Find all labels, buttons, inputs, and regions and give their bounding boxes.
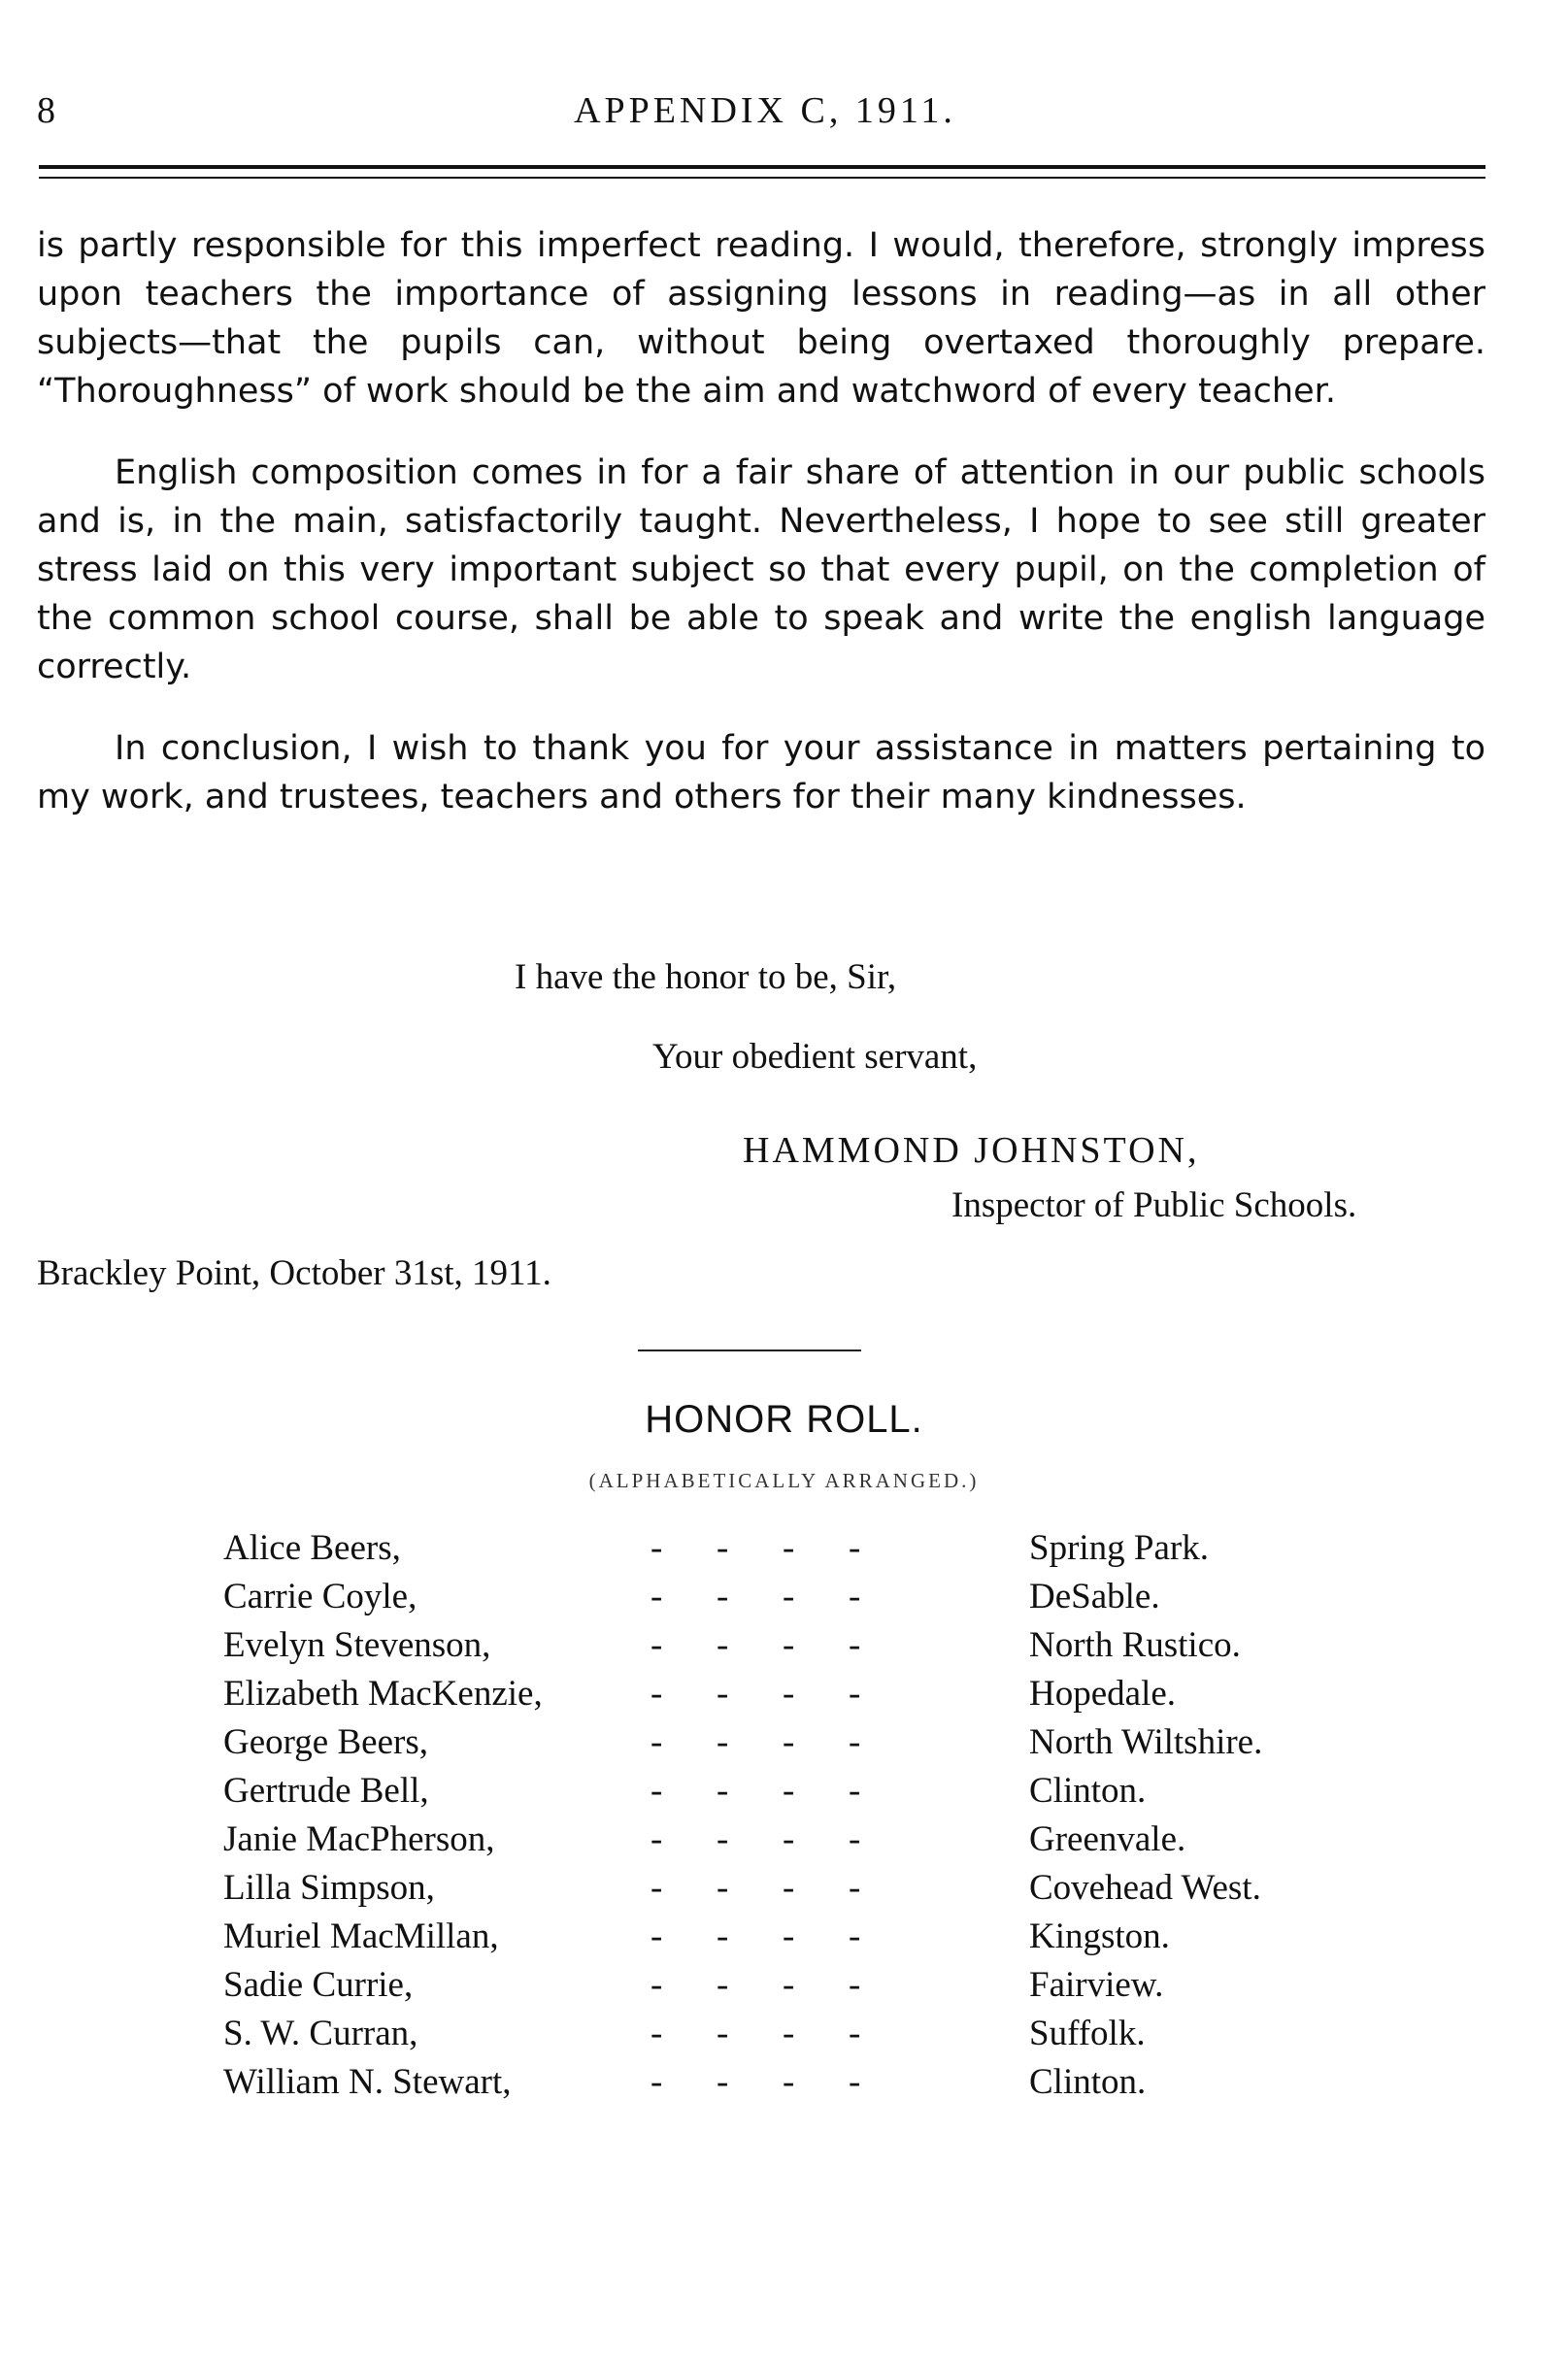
honor-roll-name: S. W. Curran, [223, 2014, 418, 2053]
leader-dash: - [783, 1916, 795, 1956]
leader-dash: - [783, 1965, 795, 2005]
header-rule-thin [39, 177, 1485, 179]
honor-roll-leader-dashes [651, 1767, 961, 1816]
honor-roll-list [223, 1524, 1388, 2107]
honor-roll-subtitle: (ALPHABETICALLY ARRANGED.) [588, 1469, 980, 1492]
honor-roll-place: DeSable. [1029, 1577, 1160, 1616]
signature-name: HAMMOND JOHNSTON, [743, 1130, 1200, 1171]
page-number: 8 [37, 90, 55, 131]
leader-dash: - [717, 1771, 729, 1811]
paragraph: In conclusion, I wish to thank you for your assistance in matters pertaining to my work, and trustees, teachers and others for their many kindnesses. [37, 729, 1485, 816]
signature-title: Inspector of Public Schools. [951, 1185, 1357, 1225]
honor-roll-leader-dashes [651, 1913, 961, 1961]
leader-dash: - [849, 1625, 861, 1665]
leader-dash: - [651, 1916, 663, 1956]
honor-roll-leader-dashes [651, 1621, 961, 1670]
honor-roll-row [223, 1816, 1388, 1864]
leader-dash: - [849, 1528, 861, 1568]
leader-dash: - [849, 1577, 861, 1616]
honor-roll-name: George Beers, [223, 1722, 428, 1762]
honor-roll-leader-dashes [651, 1816, 961, 1864]
honor-roll-row [223, 1961, 1388, 2010]
leader-dash: - [849, 1965, 861, 2005]
honor-roll-name: Sadie Currie, [223, 1965, 414, 2005]
honor-roll-place: Clinton. [1029, 1771, 1147, 1811]
honor-roll-leader-dashes [651, 1573, 961, 1621]
leader-dash: - [651, 1625, 663, 1665]
honor-roll-row [223, 1913, 1388, 1961]
leader-dash: - [651, 1577, 663, 1616]
leader-dash: - [717, 2014, 729, 2053]
closing-salutation: I have the honor to be, Sir, [515, 957, 897, 997]
leader-dash: - [717, 1625, 729, 1665]
closing-valediction: Your obedient servant, [652, 1037, 978, 1077]
leader-dash: - [651, 1965, 663, 2005]
leader-dash: - [717, 1722, 729, 1762]
honor-roll-row [223, 2010, 1388, 2058]
leader-dash: - [849, 1819, 861, 1859]
leader-dash: - [849, 1722, 861, 1762]
leader-dash: - [783, 2062, 795, 2102]
leader-dash: - [651, 2062, 663, 2102]
honor-roll-row [223, 1864, 1388, 1913]
leader-dash: - [783, 1868, 795, 1908]
honor-roll-name: Janie MacPherson, [223, 1819, 495, 1859]
honor-roll-leader-dashes [651, 1524, 961, 1573]
honor-roll-name: Muriel MacMillan, [223, 1916, 499, 1956]
honor-roll-row [223, 1670, 1388, 1718]
section-divider [638, 1350, 861, 1351]
honor-roll-leader-dashes [651, 1718, 961, 1767]
leader-dash: - [783, 2014, 795, 2053]
honor-roll-row [223, 1767, 1388, 1816]
leader-dash: - [651, 1868, 663, 1908]
honor-roll-row [223, 1718, 1388, 1767]
running-header [37, 89, 1493, 138]
leader-dash: - [849, 2062, 861, 2102]
leader-dash: - [783, 1625, 795, 1665]
leader-dash: - [849, 1868, 861, 1908]
honor-roll-place: Kingston. [1029, 1916, 1170, 1956]
leader-dash: - [717, 1674, 729, 1714]
honor-roll-leader-dashes [651, 1864, 961, 1913]
honor-roll-leader-dashes [651, 2010, 961, 2058]
honor-roll-title: HONOR ROLL. [645, 1398, 923, 1441]
leader-dash: - [783, 1771, 795, 1811]
honor-roll-name: Carrie Coyle, [223, 1577, 417, 1616]
leader-dash: - [651, 1819, 663, 1859]
leader-dash: - [849, 1771, 861, 1811]
honor-roll-name: Gertrude Bell, [223, 1771, 429, 1811]
honor-roll-name: Alice Beers, [223, 1528, 401, 1568]
honor-roll-place: Suffolk. [1029, 2014, 1146, 2053]
leader-dash: - [717, 1916, 729, 1956]
leader-dash: - [651, 1674, 663, 1714]
honor-roll-name: William N. Stewart, [223, 2062, 512, 2102]
honor-roll-name: Evelyn Stevenson, [223, 1625, 491, 1665]
leader-dash: - [849, 2014, 861, 2053]
leader-dash: - [783, 1528, 795, 1568]
leader-dash: - [717, 1528, 729, 1568]
body-text [37, 221, 1485, 854]
leader-dash: - [783, 1674, 795, 1714]
honor-roll-row [223, 1524, 1388, 1573]
honor-roll-place: North Wiltshire. [1029, 1722, 1263, 1762]
honor-roll-leader-dashes [651, 1670, 961, 1718]
honor-roll-place: Covehead West. [1029, 1868, 1261, 1908]
honor-roll-name: Elizabeth MacKenzie, [223, 1674, 543, 1714]
leader-dash: - [849, 1916, 861, 1956]
honor-roll-place: Clinton. [1029, 2062, 1147, 2102]
honor-roll-leader-dashes [651, 2058, 961, 2107]
paragraph: English composition comes in for a fair share of attention in our public schools and is, in the main, satisfactorily taught. Nevertheless, I hope to see still greater stress laid on this very important subject so that every pupil, on the completion of the common school course, shall be able to speak and write the english language correctly. [37, 453, 1485, 686]
paragraph: is partly responsible for this imperfect reading. I would, therefore, strongly impress upon teachers the importance of assigning lessons in reading—as in all other subjects—that the pupils can, without being overtaxed thoroughly prepare. “Thoroughness” of work should be the aim and watchword of every teacher. [37, 226, 1485, 411]
running-title: APPENDIX C, 1911. [574, 90, 956, 131]
honor-roll-place: Spring Park. [1029, 1528, 1209, 1568]
honor-roll-name: Lilla Simpson, [223, 1868, 435, 1908]
leader-dash: - [849, 1674, 861, 1714]
leader-dash: - [651, 2014, 663, 2053]
place-date: Brackley Point, October 31st, 1911. [37, 1253, 551, 1293]
honor-roll-row [223, 1621, 1388, 1670]
leader-dash: - [717, 1577, 729, 1616]
leader-dash: - [717, 1819, 729, 1859]
leader-dash: - [783, 1577, 795, 1616]
honor-roll-place: North Rustico. [1029, 1625, 1241, 1665]
leader-dash: - [717, 1965, 729, 2005]
honor-roll-leader-dashes [651, 1961, 961, 2010]
header-rule-thick [39, 165, 1485, 169]
honor-roll-row [223, 2058, 1388, 2107]
leader-dash: - [651, 1528, 663, 1568]
honor-roll-place: Fairview. [1029, 1965, 1164, 2005]
leader-dash: - [783, 1819, 795, 1859]
leader-dash: - [717, 2062, 729, 2102]
honor-roll-row [223, 1573, 1388, 1621]
leader-dash: - [783, 1722, 795, 1762]
honor-roll-place: Greenvale. [1029, 1819, 1186, 1859]
leader-dash: - [651, 1722, 663, 1762]
leader-dash: - [651, 1771, 663, 1811]
honor-roll-place: Hopedale. [1029, 1674, 1177, 1714]
leader-dash: - [717, 1868, 729, 1908]
